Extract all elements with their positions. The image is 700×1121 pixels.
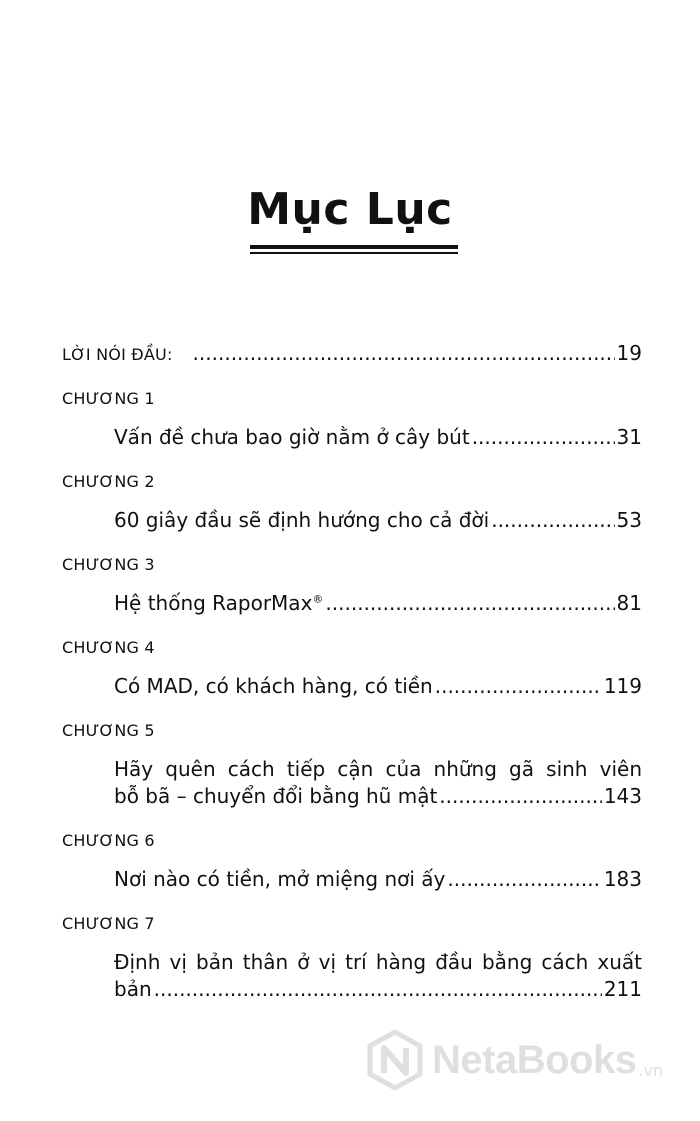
table-of-contents — [62, 340, 642, 1003]
toc-entry-title: Hệ thống RaporMax® — [114, 591, 324, 615]
toc-page-number: 211 — [603, 977, 642, 1001]
dot-leader — [439, 783, 602, 810]
watermark-suffix: .vn — [638, 1061, 664, 1080]
toc-entry-preface[interactable] — [62, 340, 642, 368]
dot-leader — [193, 340, 615, 367]
toc-page-number: 81 — [616, 591, 642, 615]
toc-chapter-6 — [62, 830, 642, 893]
toc-page-number: 53 — [616, 508, 642, 532]
toc-entry-title-line: Định vị bản thân ở vị trí hàng đầu bằng cách xuất — [114, 950, 642, 974]
toc-entry[interactable] — [114, 866, 642, 893]
chapter-label: CHƯƠNG 2 — [62, 472, 155, 491]
toc-chapter-4 — [62, 637, 642, 700]
toc-chapter-2 — [62, 471, 642, 534]
dot-leader — [447, 866, 601, 893]
toc-entry[interactable] — [114, 507, 642, 534]
title-underline-thick — [250, 245, 458, 249]
toc-entry[interactable] — [114, 424, 642, 451]
watermark — [364, 1020, 684, 1100]
toc-entry-title: Nơi nào có tiền, mở miệng nơi ấy — [114, 867, 446, 891]
toc-page-number: 183 — [603, 867, 642, 891]
title-underline-thin — [250, 252, 458, 254]
toc-chapter-1 — [62, 388, 642, 451]
toc-entry-label: LỜI NÓI ĐẦU: — [62, 345, 173, 364]
toc-chapter-5 — [62, 720, 642, 810]
toc-entry-title-line: Hãy quên cách tiếp cận của những gã sinh viên — [114, 757, 642, 781]
toc-chapter-3 — [62, 554, 642, 617]
chapter-label: CHƯƠNG 4 — [62, 638, 155, 657]
toc-entry-title: Vấn đề chưa bao giờ nằm ở cây bút — [114, 425, 470, 449]
registered-mark: ® — [312, 592, 324, 606]
chapter-label: CHƯƠNG 6 — [62, 831, 155, 850]
chapter-label: CHƯƠNG 1 — [62, 389, 155, 408]
chapter-label: CHƯƠNG 5 — [62, 721, 155, 740]
netabooks-logo-icon — [364, 1029, 426, 1091]
toc-entry[interactable] — [114, 756, 642, 810]
toc-entry-title: Có MAD, có khách hàng, có tiền — [114, 674, 433, 698]
toc-entry-title: 60 giây đầu sẽ định hướng cho cả đời — [114, 508, 490, 532]
toc-entry[interactable] — [114, 590, 642, 617]
dot-leader — [154, 976, 602, 1003]
watermark-brand: NetaBooks — [432, 1037, 637, 1082]
dot-leader — [491, 507, 614, 534]
page-title: Mục Lục — [247, 184, 453, 235]
dot-leader — [435, 673, 602, 700]
toc-entry[interactable] — [114, 949, 642, 1003]
toc-page-number: 31 — [616, 425, 642, 449]
toc-entry[interactable] — [114, 673, 642, 700]
dot-leader — [472, 424, 615, 451]
chapter-label: CHƯƠNG 7 — [62, 914, 155, 933]
toc-entry-title: bản — [114, 977, 152, 1001]
toc-chapter-7 — [62, 913, 642, 1003]
dot-leader — [325, 590, 614, 617]
chapter-label: CHƯƠNG 3 — [62, 555, 155, 574]
toc-entry-title: bỗ bã – chuyển đổi bằng hũ mật — [114, 784, 438, 808]
toc-page-number: 143 — [603, 784, 642, 808]
toc-page-number: 119 — [603, 674, 642, 698]
toc-page-number: 19 — [616, 341, 642, 365]
